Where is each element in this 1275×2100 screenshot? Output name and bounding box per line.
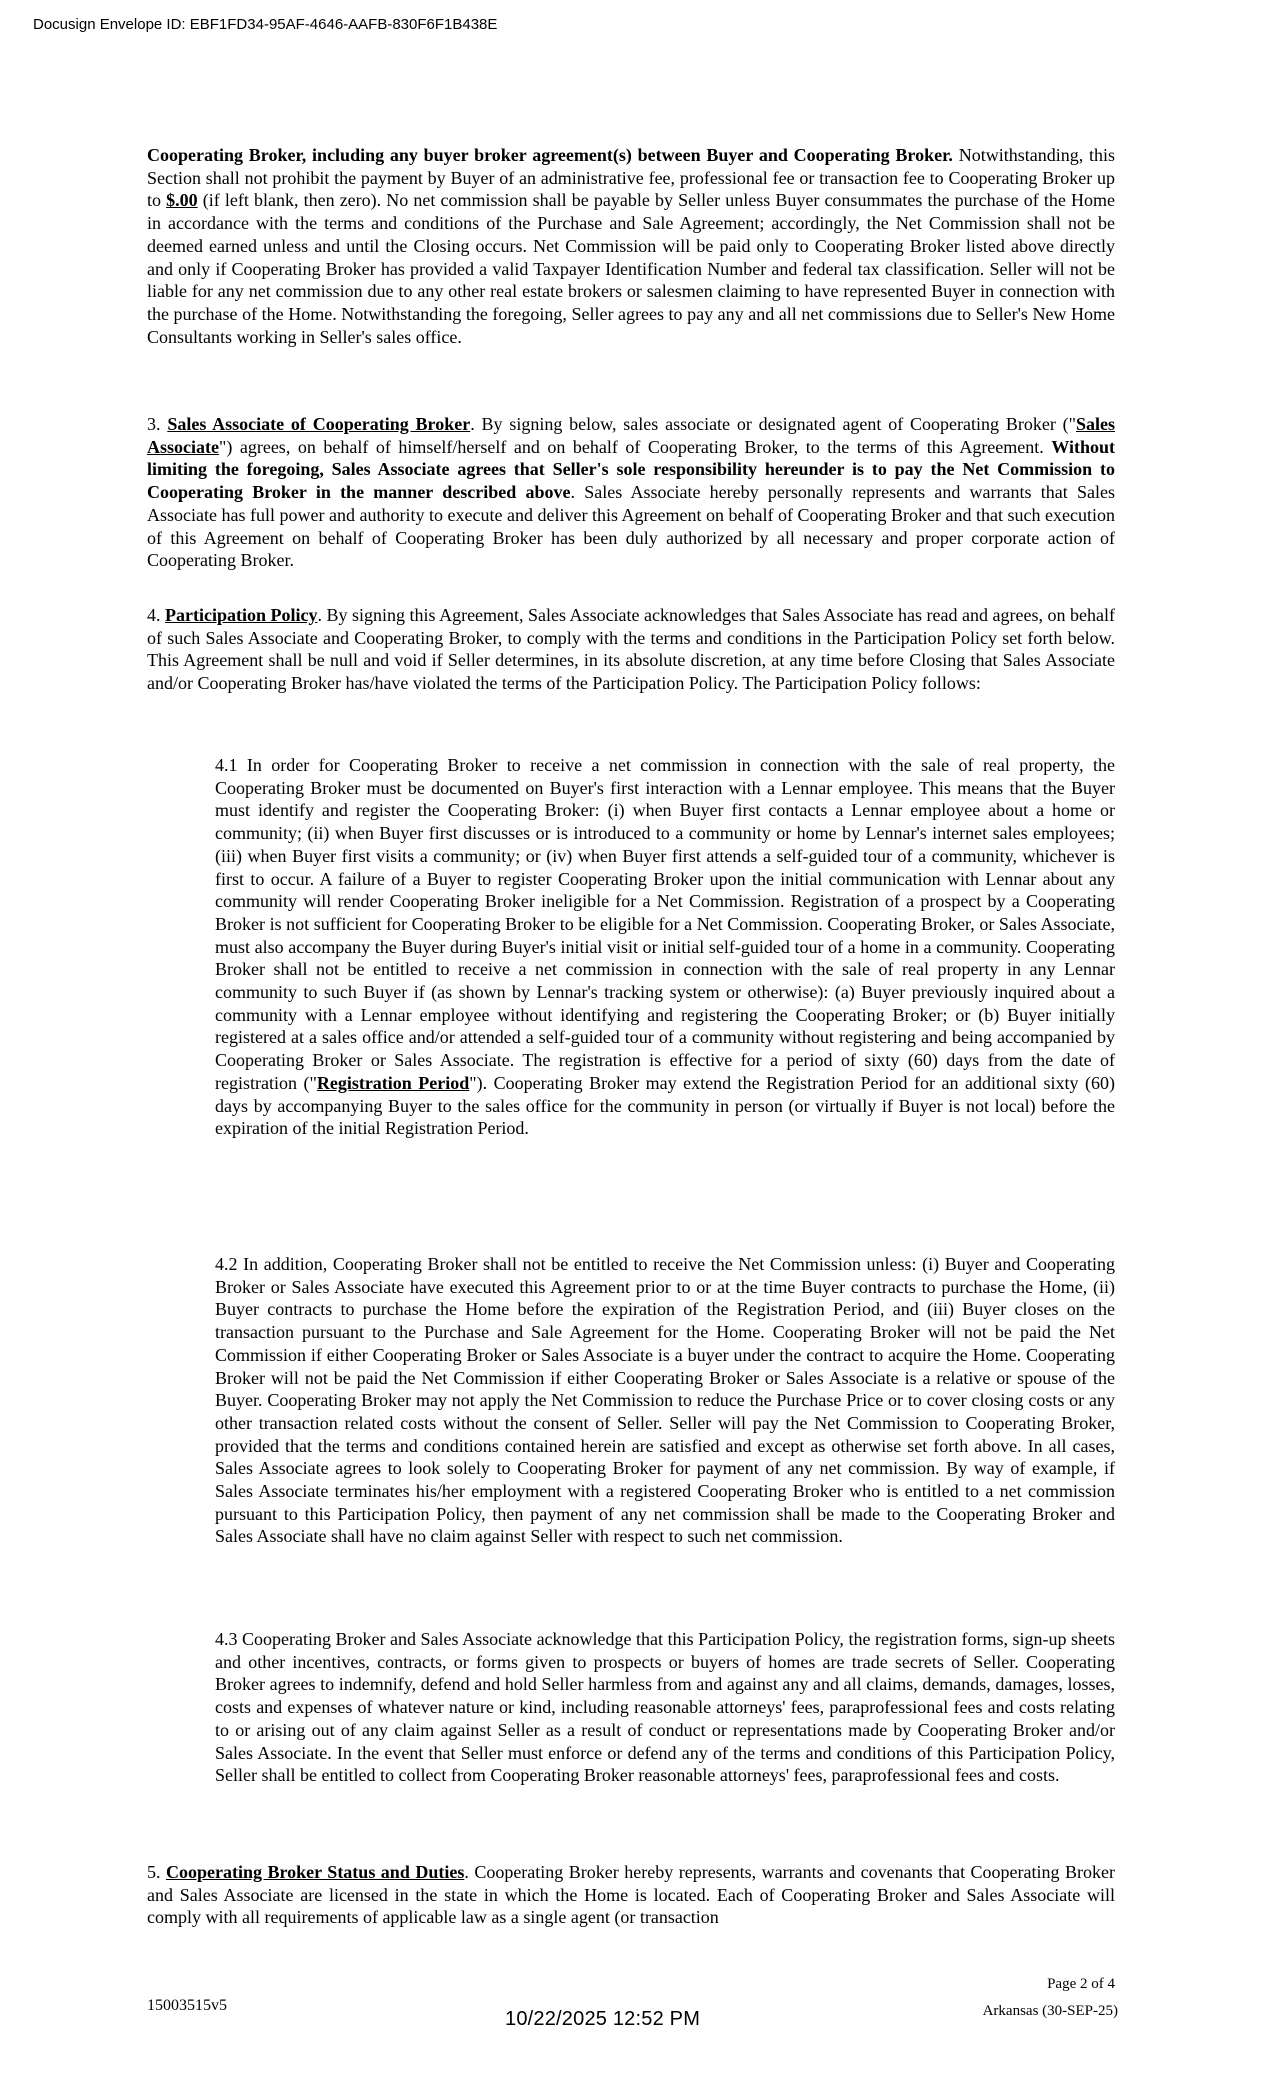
- paragraph-p4: [147, 604, 1115, 695]
- text-run: 4.2 In addition, Cooperating Broker shall not be entitled to receive the Net Commission unless: (i) Buyer and Cooperating Broker or Sales Associate have executed this Agreement prior to or at the time Buyer contracts to purchase the Home, (ii) Buyer contracts to purchase the Home before the expiration of the Registration Period, and (iii) Buyer closes on the transaction pursuant to the Purchase and Sale Agreement for the Home. Cooperating Broker will not be paid the Net Commission if either Cooperating Broker or Sales Associate is a buyer under the contract to acquire the Home. Cooperating Broker will not be paid the Net Commission if either Cooperating Broker or Sales Associate is a relative or spouse of the Buyer. Cooperating Broker may not apply the Net Commission to reduce the Purchase Price or to cover closing costs or any other transaction related costs without the consent of Seller. Seller will pay the Net Commission to Cooperating Broker, provided that the terms and conditions contained herein are satisfied and except as otherwise set forth above. In all cases, Sales Associate agrees to look solely to Cooperating Broker for payment of any net commission. By way of example, if Sales Associate terminates his/her employment with a registered Cooperating Broker who is entitled to a net commission pursuant to this Participation Policy, then payment of any net commission shall be made to the Cooperating Broker and Sales Associate shall have no claim against Seller with respect to such net commission.: [215, 1254, 1115, 1547]
- text-run: . Sales Associate hereby personally represents and warrants that Sales Associate has full power and authority to execute and deliver this Agreement on behalf of Cooperating Broker and that such execution of this Agreement on behalf of Cooperating Broker has been duly authorized by all necessary and proper corporate action of Cooperating Broker.: [147, 482, 1115, 571]
- text-run: . By signing below, sales associate or designated agent of Cooperating Broker (": [470, 414, 1076, 434]
- paragraph-p5: [147, 1861, 1115, 1929]
- footer-document-number: 15003515v5: [147, 1997, 227, 2014]
- footer-page-indicator: Page 2 of 4: [1047, 1976, 1115, 1992]
- text-run: . Cooperating Broker hereby represents, warrants and covenants that Cooperating Broker and Sales Associate are licensed in the state in which the Home is located. Each of Cooperating Broker and Sales Associate will comply with all requirements of applicable law as a single agent (or transaction: [147, 1862, 1116, 1928]
- text-run: (if left blank, then zero). No net commission shall be payable by Seller unless Buyer consummates the purchase of the Home in accordance with the terms and conditions of the Purchase and Sale Agreement; accordingly, the Net Commission shall not be deemed earned unless and until the Closing occurs. Net Commission will be paid only to Cooperating Broker listed above directly and only if Cooperating Broker has provided a valid Taxpayer Identification Number and federal tax classification. Seller will not be liable for any net commission due to any other real estate brokers or salesmen claiming to have represented Buyer in connection with the purchase of the Home. Notwithstanding the foregoing, Seller agrees to pay any and all net commissions due to Seller's New Home Consultants working in Seller's sales office.: [147, 190, 1115, 347]
- text-run: 4.: [147, 605, 166, 625]
- text-run: Sales Associate of Cooperating Broker: [167, 414, 471, 434]
- text-run: 5.: [147, 1862, 166, 1882]
- paragraph-p42: [215, 1253, 1115, 1548]
- text-run: Cooperating Broker Status and Duties: [166, 1862, 465, 1882]
- text-run: "). Cooperating Broker may extend the Registration Period for an additional sixty (60) days by accompanying Buyer to the sales office for the community in person (or virtually if Buyer is not local) before the expiration of the initial Registration Period.: [215, 1072, 1115, 1139]
- paragraph-p1: [147, 144, 1115, 348]
- text-run: 4.1 In order for Cooperating Broker to receive a net commission in connection with the sale of real property, the Cooperating Broker must be documented on Buyer's first interaction with a Lennar employee. This means that the Buyer must identify and register the Cooperating Broker: (i) when Buyer first contacts a Lennar employee about a home or community; (ii) when Buyer first discusses or is introduced to a community or home by Lennar's internet sales employees; (iii) when Buyer first visits a community; or (iv) when Buyer first attends a self-guided tour of a community, whichever is first to occur. A failure of a Buyer to register Cooperating Broker upon the initial communication with Lennar about any community will render Cooperating Broker ineligible for a Net Commission. Registration of a prospect by a Cooperating Broker is not sufficient for Cooperating Broker to be eligible for a Net Commission. Cooperating Broker, or Sales Associate, must also accompany the Buyer during Buyer's initial visit or initial self-guided tour of a home in a community. Cooperating Broker shall not be entitled to receive a net commission in connection with the sale of real property in any Lennar community to such Buyer if (as shown by Lennar's tracking system or otherwise): (a) Buyer previously inquired about a community with a Lennar employee without identifying and registering the Cooperating Broker; or (b) Buyer initially registered at a sales office and/or attended a self-guided tour of a community without registering and being accompanied by Cooperating Broker or Sales Associate. The registration is effective for a period of sixty (60) days from the date of registration (": [215, 755, 1115, 1093]
- footer-jurisdiction: Arkansas (30-SEP-25): [982, 2003, 1118, 2019]
- text-run: . By signing this Agreement, Sales Associate acknowledges that Sales Associate has read and agrees, on behalf of such Sales Associate and Cooperating Broker, to comply with the terms and conditions in the Participation Policy set forth below. This Agreement shall be null and void if Seller determines, in its absolute discretion, at any time before Closing that Sales Associate and/or Cooperating Broker has/have violated the terms of the Participation Policy. The Participation Policy follows:: [147, 605, 1115, 694]
- footer-timestamp: 10/22/2025 12:52 PM: [505, 2008, 701, 2030]
- text-run: Notwithstanding, this Section shall not prohibit the payment by Buyer of an administrative fee, professional fee or transaction fee to Cooperating Broker up to: [147, 145, 1115, 211]
- text-run: 4.3 Cooperating Broker and Sales Associate acknowledge that this Participation Policy, the registration forms, sign-up sheets and other incentives, contracts, or forms given to prospects or buyers of homes are trade secrets of Seller. Cooperating Broker agrees to indemnify, defend and hold Seller harmless from and against any and all claims, demands, damages, losses, costs and expenses of whatever nature or kind, including reasonable attorneys' fees, paraprofessional fees and costs relating to or arising out of any claim against Seller as a result of conduct or representations made by Cooperating Broker and/or Sales Associate. In the event that Seller must enforce or defend any of the terms and conditions of this Participation Policy, Seller shall be entitled to collect from Cooperating Broker reasonable attorneys' fees, paraprofessional fees and costs.: [215, 1629, 1115, 1786]
- docusign-envelope-id: Docusign Envelope ID: EBF1FD34-95AF-4646-AAFB-830F6F1B438E: [33, 16, 498, 33]
- paragraph-p41: [215, 754, 1115, 1140]
- text-run: Registration Period: [316, 1072, 470, 1093]
- paragraph-p43: [215, 1628, 1115, 1787]
- text-run: Cooperating Broker, including any buyer broker agreement(s) between Buyer and Cooperating Broker.: [147, 145, 953, 165]
- text-run: Sales Associate: [147, 414, 1115, 457]
- text-run: Without limiting the foregoing, Sales Associate agrees that Seller's sole responsibility hereunder is to pay the Net Commission to Cooperating Broker in the manner described above: [147, 436, 1115, 503]
- text-run: 3.: [147, 414, 168, 434]
- text-run: Participation Policy: [165, 605, 318, 625]
- text-run: ") agrees, on behalf of himself/herself and on behalf of Cooperating Broker, to the terms of this Agreement.: [218, 436, 1052, 457]
- paragraph-p3: [147, 413, 1115, 572]
- text-run: $.00: [166, 190, 198, 211]
